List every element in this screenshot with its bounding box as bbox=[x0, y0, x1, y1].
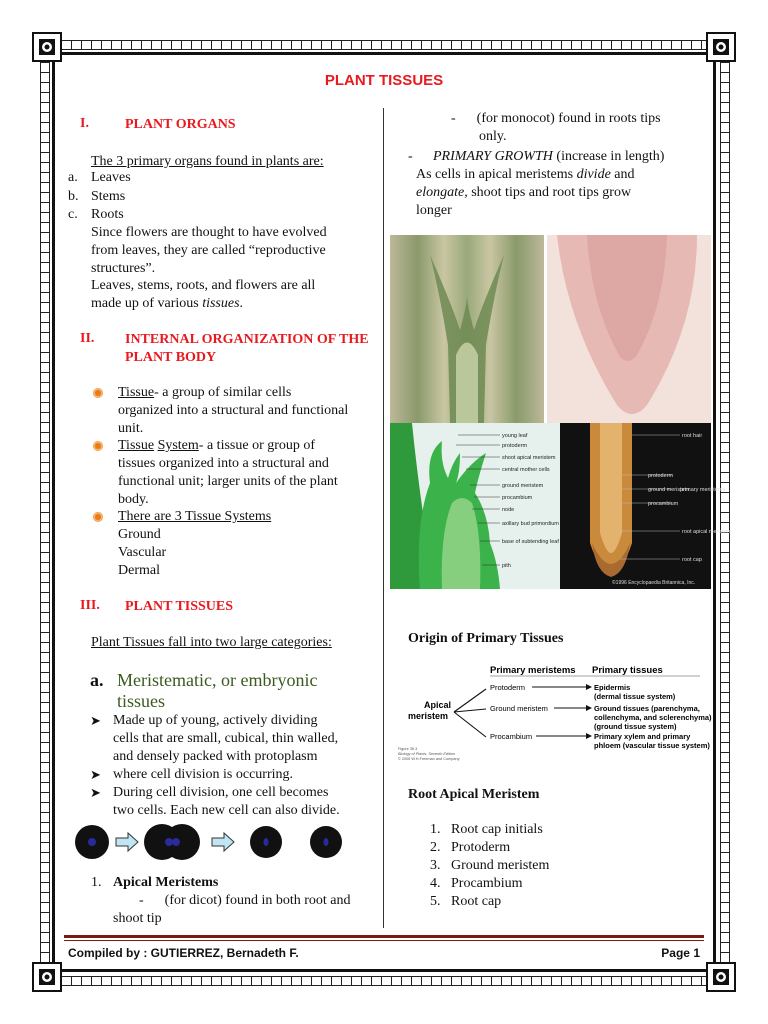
made-up-text: Leaves, stems, roots, and flowers are all bbox=[91, 278, 316, 293]
meristematic-heading: Meristematic, or embryonic bbox=[117, 670, 318, 690]
arrow-right-icon bbox=[586, 733, 592, 739]
diagram-label: procambium bbox=[502, 495, 533, 501]
section-heading-internal-organization bbox=[80, 331, 370, 371]
list-item: During cell division, one cell becomes bbox=[113, 785, 329, 800]
diagram-label: node bbox=[502, 507, 515, 513]
tissue-label: (ground tissue system) bbox=[594, 722, 677, 731]
root-tip-shape bbox=[547, 235, 711, 423]
bullet-icon bbox=[93, 441, 103, 451]
section-heading-plant-tissues bbox=[80, 598, 370, 618]
list-item: where cell division is occurring. bbox=[113, 767, 294, 782]
arrow-right-icon bbox=[586, 705, 592, 711]
text-run: . bbox=[239, 296, 244, 311]
growth-line bbox=[416, 184, 631, 201]
arrow-right-icon bbox=[586, 684, 592, 690]
list-item-cont: body. bbox=[118, 492, 149, 507]
categories-intro: Plant Tissues fall into two large categories: bbox=[91, 635, 332, 650]
figure-caption: © 2005 W.H.Freeman and Company bbox=[398, 757, 460, 761]
meristematic-marker: a. bbox=[90, 670, 104, 690]
arrow-bullet-icon: ➤ bbox=[90, 713, 101, 728]
list-item-cont: organized into a structural and functional bbox=[118, 403, 349, 418]
section-number: I. bbox=[80, 116, 89, 131]
section-number: II. bbox=[80, 331, 95, 346]
column-header: Primary tissues bbox=[592, 665, 663, 676]
shoot-micrograph-image bbox=[390, 235, 544, 423]
diagram-copyright: ©1996 Encyclopaedia Britannica, Inc. bbox=[612, 580, 696, 586]
tissue-label: collenchyma, and sclerenchyma) bbox=[594, 713, 712, 722]
list-item: Root cap initials bbox=[451, 822, 543, 837]
list-item: Made up of young, actively dividing bbox=[113, 713, 318, 728]
list-marker: 1. bbox=[430, 822, 441, 837]
list-item: Leaves bbox=[91, 170, 131, 185]
page-title: PLANT TISSUES bbox=[324, 72, 444, 89]
footer-rule bbox=[64, 940, 704, 941]
shoot-tip-shape bbox=[390, 235, 544, 423]
cell-division-illustration bbox=[70, 818, 370, 870]
bullet-icon bbox=[93, 512, 103, 522]
border-rail-right bbox=[720, 62, 730, 962]
text-run: As cells in apical meristems bbox=[416, 167, 577, 182]
term: System bbox=[157, 438, 199, 453]
growth-line bbox=[416, 166, 635, 183]
arrow-bullet-icon: ➤ bbox=[90, 785, 101, 800]
term: Tissue bbox=[118, 385, 155, 400]
list-item: There are 3 Tissue Systems bbox=[118, 509, 272, 524]
footer-rule bbox=[64, 935, 704, 938]
apical-number: 1. bbox=[91, 875, 102, 890]
growth-line: longer bbox=[416, 203, 452, 218]
border-rail-left bbox=[40, 62, 50, 962]
diagram-label: young leaf bbox=[502, 433, 528, 439]
origin-heading: Origin of Primary Tissues bbox=[408, 631, 564, 646]
flowers-text: from leaves, they are called “reproductive bbox=[91, 243, 326, 258]
flowers-text: Since flowers are thought to have evolved bbox=[91, 225, 327, 240]
growth-dash: - bbox=[408, 149, 413, 164]
arrow-bullet-icon: ➤ bbox=[90, 767, 101, 782]
diagram-label: primary meristems bbox=[680, 487, 726, 493]
column-divider bbox=[383, 108, 384, 928]
section-number: III. bbox=[80, 598, 100, 613]
text-run: - a group of similar cells bbox=[154, 385, 292, 400]
source-label: meristem bbox=[408, 711, 449, 721]
diagram-label: root cap bbox=[682, 557, 702, 563]
list-item: Procambium bbox=[451, 876, 523, 891]
meristematic-heading: tissues bbox=[117, 691, 166, 711]
list-item bbox=[118, 437, 315, 454]
list-item-cont: functional unit; larger units of the plant bbox=[118, 474, 338, 489]
primary-tissues-diagram bbox=[394, 662, 712, 762]
section-title: PLANT TISSUES bbox=[125, 599, 234, 614]
flowers-text: structures”. bbox=[91, 261, 156, 276]
dicot-text: shoot tip bbox=[113, 911, 162, 926]
apical-heading: Apical Meristems bbox=[113, 875, 219, 890]
list-item: Protoderm bbox=[451, 840, 511, 855]
monocot-text: only. bbox=[479, 129, 507, 144]
corner-ornament-icon bbox=[704, 30, 738, 64]
meristem-label: Procambium bbox=[490, 732, 533, 741]
meristem-label: Ground meristem bbox=[490, 704, 548, 713]
tissue-system-item: Vascular bbox=[118, 545, 167, 560]
list-item-cont: tissues organized into a structural and bbox=[118, 456, 329, 471]
section-title: PLANT ORGANS bbox=[125, 117, 236, 132]
term: Tissue bbox=[118, 438, 155, 453]
tissue-label: phloem (vascular tissue system) bbox=[594, 741, 710, 750]
border-rail-top bbox=[62, 40, 706, 50]
text-run-italic: tissues bbox=[202, 296, 240, 311]
list-marker: 3. bbox=[430, 858, 441, 873]
list-item bbox=[118, 384, 291, 401]
root-tip-micrograph-image bbox=[547, 235, 711, 423]
text-run: made up of various bbox=[91, 296, 203, 311]
section-title: INTERNAL ORGANIZATION OF THE PLANT BODY bbox=[125, 332, 369, 365]
list-item: Root cap bbox=[451, 894, 502, 909]
footer-author: Compiled by : GUTIERREZ, Bernadeth F. bbox=[68, 946, 299, 960]
arrow-right-icon bbox=[116, 833, 138, 851]
arrow-right-icon bbox=[212, 833, 234, 851]
ram-heading: Root Apical Meristem bbox=[408, 787, 540, 802]
diagram-label: central mother cells bbox=[502, 467, 550, 473]
corner-ornament-icon bbox=[704, 960, 738, 994]
meristem-label: Protoderm bbox=[490, 683, 526, 692]
section-heading-plant-organs bbox=[80, 116, 370, 136]
tissue-label: Epidermis bbox=[594, 683, 631, 692]
diagram-label: root hair bbox=[682, 433, 703, 439]
list-item: Stems bbox=[91, 189, 126, 204]
text-run-italic: elongate, bbox=[416, 185, 468, 200]
diagram-label: ground meristem bbox=[502, 483, 544, 489]
list-marker: 5. bbox=[430, 894, 441, 909]
bullet-icon bbox=[93, 388, 103, 398]
text-run: shoot tips and root tips grow bbox=[467, 185, 632, 200]
text-run-italic: divide bbox=[576, 167, 611, 182]
list-item-cont: cells that are small, cubical, thin walled, bbox=[113, 731, 339, 746]
growth-line bbox=[433, 148, 664, 165]
list-marker: a. bbox=[68, 170, 78, 185]
list-marker: b. bbox=[68, 189, 79, 204]
text-run: and bbox=[610, 167, 635, 182]
list-item-cont: unit. bbox=[118, 421, 144, 436]
monocot-text: - (for monocot) found in roots tips bbox=[451, 111, 661, 126]
tissue-system-item: Dermal bbox=[118, 563, 160, 578]
figure-caption: Figure 35.3 bbox=[398, 747, 418, 751]
diagram-label: root apical meristem bbox=[682, 529, 732, 535]
organs-intro: The 3 primary organs found in plants are: bbox=[91, 154, 324, 169]
list-marker: 4. bbox=[430, 876, 441, 891]
diagram-label: axillary bud primordium bbox=[502, 521, 559, 527]
diagram-label: pith bbox=[502, 563, 511, 569]
border-rail-bottom bbox=[62, 976, 706, 986]
list-marker: c. bbox=[68, 207, 78, 222]
made-up-text bbox=[91, 295, 243, 312]
source-label: Apical bbox=[424, 700, 452, 710]
diagram-label: protoderm bbox=[648, 473, 674, 479]
tissue-label: Primary xylem and primary bbox=[594, 732, 691, 741]
tissue-system-item: Ground bbox=[118, 527, 161, 542]
figure-caption: Biology of Plants, Seventh Edition bbox=[398, 752, 455, 756]
root-apex-diagram bbox=[560, 423, 732, 589]
diagram-label: ground meristem bbox=[648, 487, 690, 493]
term-italic: PRIMARY GROWTH bbox=[433, 149, 553, 164]
diagram-label: procambium bbox=[648, 501, 679, 507]
text-run: (increase in length) bbox=[552, 149, 665, 164]
diagram-label: protoderm bbox=[502, 443, 528, 449]
column-header: Primary meristems bbox=[490, 665, 576, 676]
tissue-label: (dermal tissue system) bbox=[594, 692, 676, 701]
list-item-cont: two cells. Each new cell can also divide. bbox=[113, 803, 340, 818]
diagram-label: shoot apical meristem bbox=[502, 455, 556, 461]
list-item: Roots bbox=[91, 207, 124, 222]
shoot-apex-diagram bbox=[390, 423, 560, 589]
text-run: - a tissue or group of bbox=[198, 438, 316, 453]
corner-ornament-icon bbox=[30, 960, 64, 994]
footer-page-number: Page 1 bbox=[661, 946, 700, 960]
list-marker: 2. bbox=[430, 840, 441, 855]
dicot-text: - (for dicot) found in both root and bbox=[139, 893, 351, 908]
corner-ornament-icon bbox=[30, 30, 64, 64]
tissue-label: Ground tissues (parenchyma, bbox=[594, 704, 700, 713]
list-item-cont: and densely packed with protoplasm bbox=[113, 749, 318, 764]
diagram-label: base of subtending leaf bbox=[502, 539, 559, 545]
list-item: Ground meristem bbox=[451, 858, 550, 873]
